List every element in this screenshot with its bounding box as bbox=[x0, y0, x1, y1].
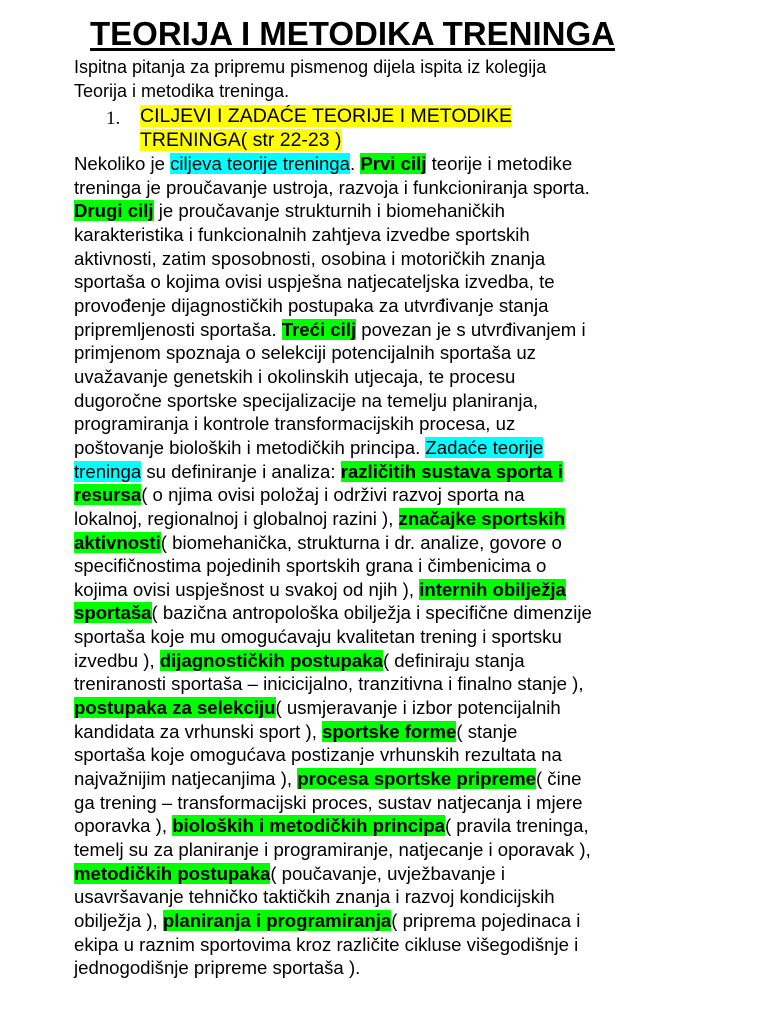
highlight-green: planiranja i programiranja bbox=[162, 910, 392, 931]
text-line: dugoročne sportske specijalizacije na temelju planiranja, bbox=[74, 389, 539, 411]
text-line bbox=[74, 578, 674, 602]
text-run: ( definiraju stanja bbox=[382, 649, 525, 671]
text-line bbox=[74, 483, 674, 507]
text-run: izvedbu ), bbox=[74, 649, 160, 671]
text-run: teorije i metodike bbox=[426, 153, 573, 174]
text-line bbox=[74, 460, 674, 484]
highlight-green: internih obilježja bbox=[419, 578, 566, 600]
intro-line: Teorija i metodika treninga. bbox=[74, 80, 290, 101]
text-line: uvažavanje genetskih i okolinskih utjecaja, te procesu bbox=[74, 365, 516, 387]
text-run: kojima ovisi uspješnost u svakoj od njih ), bbox=[74, 578, 420, 600]
text-line bbox=[74, 531, 674, 555]
question-title bbox=[140, 104, 700, 152]
text-run: poštovanje bioloških i metodičkih principa. bbox=[74, 436, 426, 458]
text-line: specifičnostima pojedinih sportskih grana i čimbenicima o bbox=[74, 555, 547, 577]
question-heading bbox=[106, 104, 768, 152]
text-run: . bbox=[349, 153, 361, 174]
text-line bbox=[74, 649, 674, 673]
text-line bbox=[74, 601, 674, 625]
text-run: ( pravila treninga, bbox=[444, 815, 589, 837]
text-run: ( usmjeravanje i izbor potencijalnih bbox=[275, 697, 561, 719]
text-line bbox=[74, 720, 674, 744]
highlight-green: metodičkih postupaka bbox=[74, 862, 271, 884]
text-run: ( priprema pojedinaca i bbox=[391, 910, 581, 931]
text-line: provođenje dijagnostičkih postupaka za utvrđivanje stanja bbox=[74, 294, 549, 316]
text-line bbox=[74, 436, 674, 460]
highlight-green: procesa sportske pripreme bbox=[297, 768, 536, 790]
text-line: temelj su za planiranje i programiranje, natjecanje i oporavak ), bbox=[74, 839, 591, 861]
highlight-green: Prvi cilj bbox=[360, 153, 427, 174]
intro-text bbox=[74, 56, 694, 103]
text-line bbox=[74, 318, 674, 342]
text-run: su definiranje i analiza: bbox=[141, 460, 341, 482]
page-title: TEORIJA I METODIKA TRENINGA bbox=[90, 15, 615, 52]
text-line: sportaša o kojima ovisi uspješna natjecateljska izvedba, te bbox=[74, 271, 555, 293]
highlight-green: Drugi cilj bbox=[74, 200, 154, 222]
text-line bbox=[74, 199, 674, 223]
text-run: pripremljenosti sportaša. bbox=[74, 318, 282, 340]
text-run: ( o njima ovisi položaj i održivi razvoj sporta na bbox=[141, 484, 525, 506]
intro-line: Ispitna pitanja za pripremu pismenog dijela ispita iz kolegija bbox=[74, 57, 547, 77]
text-run: povezan je s utvrđivanjem i bbox=[356, 318, 586, 340]
text-line bbox=[74, 767, 674, 791]
text-line: aktivnosti, zatim sposobnosti, osobina i motoričkih znanja bbox=[74, 247, 546, 269]
text-line: treninga je proučavanje ustroja, razvoja i funkcioniranja sporta. bbox=[74, 176, 590, 198]
highlight-green: Treći cilj bbox=[281, 318, 357, 340]
highlight-green: značajke sportskih bbox=[398, 507, 565, 529]
highlight-green: dijagnostičkih postupaka bbox=[159, 649, 383, 671]
highlight-green: sportske forme bbox=[322, 720, 457, 742]
text-run: ( biomehanička, strukturna i dr. analize, govore o bbox=[160, 531, 562, 553]
highlight-cyan: ciljeva teorije treninga bbox=[170, 153, 350, 174]
text-line: jednogodišnje pripreme sportaša ). bbox=[74, 957, 361, 979]
text-line: karakteristika i funkcionalnih zahtjeva izvedbe sportskih bbox=[74, 223, 530, 245]
highlight-green: postupaka za selekciju bbox=[74, 697, 276, 719]
highlight-green: sportaša bbox=[74, 602, 152, 624]
highlight-green: resursa bbox=[74, 484, 142, 506]
text-line: programiranja i kontrole transformacijskih procesa, uz bbox=[74, 413, 516, 435]
highlight-green: bioloških i metodičkih principa bbox=[172, 815, 445, 837]
text-line bbox=[74, 909, 674, 933]
text-line: ekipa u raznim sportovima kroz različite cikluse višegodišnje i bbox=[74, 933, 579, 955]
text-run: Nekoliko je bbox=[74, 153, 171, 174]
text-line bbox=[74, 152, 674, 176]
text-line bbox=[74, 696, 674, 720]
text-run: obilježja ), bbox=[74, 910, 163, 931]
text-line: sportaša koje omogućava postizanje vrhunskih rezultata na bbox=[74, 744, 562, 766]
highlight-green: aktivnosti bbox=[74, 531, 161, 553]
question-number: 1. bbox=[106, 108, 121, 129]
text-line: sportaša koje mu omogućavaju kvalitetan trening i sportsku bbox=[74, 626, 562, 648]
highlight-green: različitih sustava sporta i bbox=[340, 460, 563, 482]
text-line: treniranosti sportaša – inicicijalno, tranzitivna i finalno stanje ), bbox=[74, 673, 584, 695]
text-line: ga trening – transformacijski proces, sustav natjecanja i mjere bbox=[74, 791, 583, 813]
text-run: je proučavanje strukturnih i biomehaničkih bbox=[153, 200, 505, 222]
text-run: najvažnijim natjecanjima ), bbox=[74, 768, 298, 790]
text-run: ( čine bbox=[535, 768, 582, 790]
text-run: oporavka ), bbox=[74, 815, 173, 837]
text-run: ( stanje bbox=[456, 720, 518, 742]
text-run: lokalnoj, regionalnoj i globalnoj razini ), bbox=[74, 507, 399, 529]
text-run: ( poučavanje, uvježbavanje i bbox=[270, 862, 505, 884]
answer-paragraph bbox=[74, 152, 674, 980]
text-line: usavršavanje tehničko taktičkih znanja i razvoj kondicijskih bbox=[74, 886, 555, 908]
text-line: primjenom spoznaja o selekciji potencijalnih sportaša uz bbox=[74, 342, 536, 364]
text-line bbox=[74, 814, 674, 838]
text-line bbox=[74, 507, 674, 531]
question-title-line: CILJEVI I ZADAĆE TEORIJE I METODIKE bbox=[140, 105, 513, 127]
text-line bbox=[74, 862, 674, 886]
highlight-cyan: treninga bbox=[74, 460, 142, 482]
question-title-line: TRENINGA( str 22-23 ) bbox=[140, 129, 342, 151]
highlight-cyan: Zadaće teorije bbox=[425, 436, 544, 458]
text-run: kandidata za vrhunski sport ), bbox=[74, 720, 323, 742]
text-run: ( bazična antropološka obilježja i specifične dimenzije bbox=[151, 602, 592, 624]
